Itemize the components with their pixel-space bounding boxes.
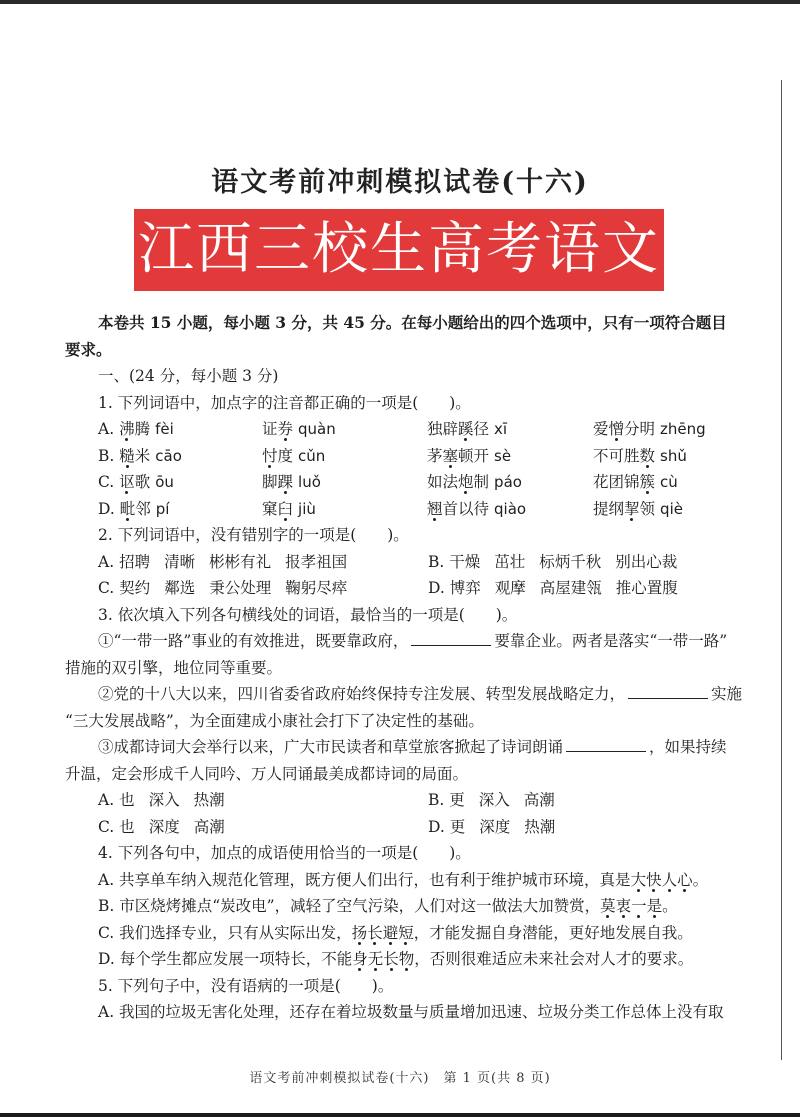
option-label: D. [428,817,450,836]
option-word: 高屋建瓴 [539,579,602,597]
question-2-stem: 2. 下列词语中，没有错别字的一项是( )。 [98,526,409,544]
q5-option-a: A. 我国的垃圾无害化处理，还存在着垃圾数量与质量增加迅速、垃圾分类工作总体上没有取 [98,1003,724,1021]
dotted-char: 数 [639,446,656,465]
option [428,549,758,576]
option-word: 深入 [148,791,180,809]
q1-option-row [65,469,780,496]
pinyin-item [98,496,262,523]
q3-sentence-1: ①“一带一路”事业的有效推进，既要靠政府， 要靠企业。两者是落实“一带一路” [98,632,728,650]
option-word: 热潮 [524,817,556,836]
dotted-char: 簇 [639,473,656,491]
pinyin-item [262,443,427,470]
pinyin-item [98,416,262,443]
dotted-char: 憎 [608,420,625,438]
option [98,787,428,814]
dotted-char: 是 [646,897,663,915]
option-word: 报孝祖国 [285,552,348,571]
banner-text: 江西三校生高考语文 [138,217,660,282]
option-label: A. [98,420,120,438]
pinyin: qiè [660,499,683,518]
pinyin: luǒ [298,473,321,491]
word-part: 提纲 [593,499,625,518]
q3-sentence-3: ③成都诗词大会举行以来，广大市民读者和草堂旅客掀起了诗词朗诵 ，如果持续 [98,738,727,756]
page-top-edge [0,0,800,4]
option-label: B. [428,791,450,809]
dotted-char: 踝 [277,473,294,491]
q4-option-c: C. 我们选择专业，只有从实际出发，扬长避短，才能发掘自身潜能，更好地发展自我。 [98,923,693,942]
option-word: 茁壮 [494,552,526,571]
option-word: 深度 [148,817,180,836]
fill-blank [566,736,646,752]
option-word: 标炳千秋 [539,552,602,571]
option [428,575,758,602]
pinyin: fèi [155,420,174,438]
word-part: 领 [639,499,656,518]
option-label: C. [98,817,120,836]
instructions: 本卷共 15 小题，每小题 3 分，共 45 分。在每小题给出的四个选项中，只有一项符合题目 [98,313,727,332]
option-word: 博弈 [449,579,481,597]
question-4-stem: 4. 下列各句中，加点的成语使用恰当的一项是( )。 [98,844,471,862]
word-part: 径 [473,420,490,438]
dotted-char: 人 [661,870,678,889]
option-label: D. [428,579,450,597]
dotted-char: 沸 [119,420,135,438]
pinyin: qiào [494,499,527,518]
pinyin: páo [494,473,522,491]
option-row [65,787,780,814]
dotted-char: 毗 [119,499,136,518]
word-part: 制 [473,473,490,491]
option-word: 推心置腹 [615,579,678,597]
word-part: 腾 [134,420,151,438]
pinyin-item [98,469,262,496]
page-footer: 语文考前冲刺模拟试卷(十六) 第 1 页(共 8 页) [249,1071,551,1086]
word-part: 证 [262,420,278,438]
pinyin-item [427,443,593,470]
option-word: 干燥 [449,552,481,571]
pinyin: cǔn [298,446,326,465]
pinyin-item [427,496,593,523]
dotted-char: 炮 [458,473,474,491]
option-word: 高潮 [523,791,555,809]
pinyin: shǔ [660,446,687,465]
dotted-char: 忖 [262,446,278,465]
dotted-char: 衷 [615,897,632,915]
pinyin: xī [494,420,508,438]
fill-blank [411,630,491,646]
pinyin: quàn [298,420,336,438]
option [428,787,758,814]
q4-option-d: D. 每个学生都应发展一项特长，不能身无长物，否则很难适应未来社会对人才的要求。 [98,950,694,968]
question-1-options [65,416,780,522]
dotted-char: 短 [398,923,414,942]
dotted-char: 蹊 [458,420,474,438]
option-word: 鄰选 [164,579,196,597]
question-2-options [65,549,780,602]
pinyin-item [98,443,262,470]
dotted-char: 糙 [119,446,135,465]
q3-sentence-2: ②党的十八大以来，四川省委省政府始终保持专注发展、转型发展战略定力， 实施 [98,685,743,703]
dotted-idiom [631,871,693,889]
dotted-char: 扬 [351,923,368,942]
pinyin-item [593,443,753,470]
question-5-stem: 5. 下列句子中，没有语病的一项是( )。 [98,976,394,995]
option-word: 高潮 [193,817,225,836]
word-part: 歌 [134,473,151,491]
pinyin: sè [494,446,512,465]
dotted-char: 大 [630,870,647,889]
word-part: 独辟 [427,420,459,438]
pinyin: zhēng [660,420,706,438]
pinyin: pí [155,499,170,518]
option-word: 热潮 [193,791,225,809]
pinyin-item [427,416,593,443]
word-part: 分明 [624,420,656,438]
option-word: 清晰 [164,552,196,571]
option-word: 深入 [478,791,510,809]
option-label: C. [98,579,120,597]
option [428,814,758,841]
q1-option-row [65,496,780,523]
dotted-char: 塞 [442,446,459,465]
word-part: 首以待 [442,499,490,518]
option-label: A. [98,791,120,809]
word-part: 不可胜 [593,446,640,465]
question-3-options [65,787,780,840]
pinyin-item [593,496,753,523]
dotted-char: 挈 [624,499,640,518]
q3-sentence-3-cont: 升温，定会形成千人同吟、万人同诵最美成都诗词的局面。 [65,764,469,783]
exam-title: 语文考前冲刺模拟试卷(十六) [211,167,589,198]
pinyin-item [262,416,427,443]
dotted-char: 莫 [600,897,616,915]
word-part: 茅 [427,446,443,465]
pinyin-item [593,469,753,496]
option-word: 契约 [119,579,151,597]
dotted-char: 长 [367,923,383,942]
word-part: 顿开 [458,446,490,465]
word-part: 脚 [262,473,278,491]
q3-sentence-2-cont: “三大发展战略”，为全面建成小康社会打下了决定性的基础。 [65,711,484,730]
option-word: 鞠躬尽瘁 [285,579,348,597]
option-word: 更 [449,791,465,809]
pinyin: ōu [155,473,174,491]
word-part: 花团锦 [593,473,640,491]
dotted-char: 券 [277,420,294,438]
q4-option-b: B. 市区烧烤摊点“炭改电”，减轻了空气污染，人们对这一做法大加赞赏，莫衷一是。 [98,897,678,915]
option-row [65,814,780,841]
option-word: 更 [449,817,466,836]
option-label: D. [98,499,120,518]
dotted-char: 讴 [119,473,135,491]
pinyin: jiù [298,499,316,518]
dotted-char: 心 [677,870,693,889]
dotted-char: 物 [398,950,415,968]
dotted-char: 长 [383,950,399,968]
section-heading: 一、(24 分，每小题 3 分) [98,367,279,385]
word-part: 邻 [135,499,151,518]
option-row [65,575,780,602]
page-right-edge [781,80,782,1060]
pinyin: cù [660,473,678,491]
word-part: 如法 [427,473,459,491]
pinyin-item [427,469,593,496]
option-word: 秉公处理 [209,579,272,597]
fill-blank [628,683,708,699]
word-part: 爱 [593,420,609,438]
dotted-char: 无 [367,950,384,968]
q1-option-row [65,416,780,443]
exam-content [65,310,780,1026]
pinyin-item [262,469,427,496]
question-3-stem: 3. 依次填入下列各句横线处的词语，最恰当的一项是( )。 [98,605,518,624]
pinyin: cāo [155,446,182,465]
page-bottom-edge [0,1113,800,1117]
dotted-char: 一 [631,897,647,915]
dotted-char: 避 [382,923,399,942]
option-word: 别出心裁 [615,552,678,571]
word-part: 窠 [262,499,278,518]
pinyin-item [262,496,427,523]
pinyin-item [593,416,753,443]
q1-option-row [65,443,780,470]
option-row [65,549,780,576]
dotted-idiom [352,924,414,942]
word-part: 米 [134,446,151,465]
option-word: 也 [119,817,135,836]
option-word: 观摩 [494,579,526,597]
option-word: 深度 [479,817,511,836]
q3-sentence-1-cont: 措施的双引擎，地位同等重要。 [65,658,283,677]
dotted-char: 翘 [427,499,443,518]
word-part: 度 [277,446,294,465]
option-word: 彬彬有礼 [209,552,272,571]
dotted-char: 身 [352,950,368,968]
option [98,814,428,841]
option-word: 也 [119,791,135,809]
option-word: 招聘 [119,552,151,571]
question-1-stem: 1. 下列词语中，加点字的注音都正确的一项是( )。 [98,393,471,412]
q4-option-a: A. 共享单车纳入规范化管理，既方便人们出行，也有利于维护城市环境，真是大快人心。 [98,870,709,889]
option [98,549,428,576]
dotted-idiom [352,950,414,968]
option-label: C. [98,473,120,491]
dotted-char: 臼 [277,499,294,518]
dotted-idiom [600,897,662,915]
option-label: A. [98,552,120,571]
option-label: B. [428,552,450,571]
option [98,575,428,602]
instructions-cont: 要求。 [65,339,112,359]
option-label: B. [98,446,120,465]
dotted-char: 快 [646,870,662,889]
red-banner [134,209,664,291]
